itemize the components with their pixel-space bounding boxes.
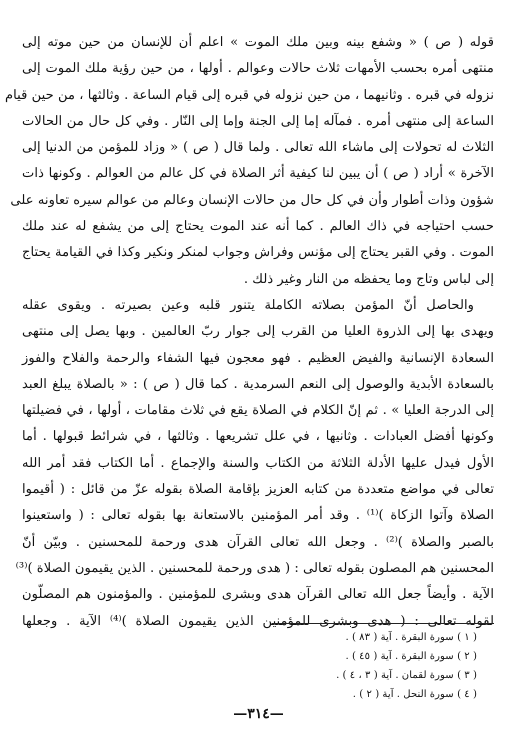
text-line: المحسنين هم المصلون بقوله تعالى : ( هدى ورحمة للمحسنين . الذين يقيمون الصلاة )⁽³⁾ bbox=[15, 560, 494, 576]
text-line: نزوله في قبره . وثانيهما ، من حين نزوله في قبره إلى قيام الساعة . وثالثها ، من حين قيام bbox=[4, 87, 494, 103]
text-line: لقوله تعالى : ( هدى وبشرى للمؤمنين الذين يقيمون الصلاة )⁽⁴⁾ الآية . وجعلها bbox=[22, 613, 494, 629]
main-text bbox=[4, 30, 494, 635]
footnote: ( ٤ ) سورة النحل . آية ( ٢ ) . bbox=[352, 689, 477, 700]
paragraph-end-line: إلى لباس وتاج وما يحفظه من النار وغير ذلك . bbox=[243, 271, 494, 287]
footnote: ( ٢ ) سورة البقرة . آية ( ٤٥ ) . bbox=[345, 651, 477, 662]
footnotes bbox=[133, 628, 493, 704]
text-line: وكونها أفضل العبادات . وثانيها ، في علل تشريعها . وثالثها ، في شرائط قبولها . أما bbox=[22, 429, 494, 445]
footnote: ( ٣ ) سورة لقمان . آية ( ٣ ، ٤ ) . bbox=[336, 670, 477, 681]
text-line: الأول فيدل عليها الأدلة الثلاثة من الكتاب والسنة والإجماع . أما الكتاب فقد أمر الله bbox=[22, 455, 494, 471]
text-line: ويهدى بها إلى الذروة العليا من القرب إلى جوار ربّ العالمين . وبها يصل إلى منتهى bbox=[22, 324, 494, 340]
page-number: —٣١٤— bbox=[233, 706, 284, 722]
text-line: السعادة الإنسانية والفيض العظيم . فهو معجون فيها الشفاء والرحمة والفلاح والفوز bbox=[22, 350, 494, 366]
text-line: الساعة إلى منتهى أمره . فمآله إما إلى الجنة وإما إلى النّار . وفي كل حال من الحالات bbox=[22, 113, 494, 129]
text-line: الصلاة وآتوا الزكاة )⁽¹⁾ . وقد أمر المؤمنين بالاستعانة بها بقوله تعالى : ( واستعينوا bbox=[22, 508, 494, 524]
footnote-divider bbox=[272, 623, 494, 624]
text-line: قوله ( ص ) « وشفع بينه وبين ملك الموت » اعلم أن للإنسان من حين موته إلى bbox=[22, 35, 494, 50]
text-line: شؤون وذات أطوار وأن في كل حال من حالات الإنسان وعالم من عوالم سيره تعاونه على bbox=[10, 192, 494, 208]
text-line: بالصبر والصلاة )⁽²⁾ . وجعل الله تعالى القرآن هدى ورحمة للمحسنين . وبيّن أنّ bbox=[22, 534, 494, 550]
text-line: الآخرة » أراد ( ص ) أن يبين لنا كيفية أثر الصلاة في كل عالم من العوالم . وكونها ذات bbox=[22, 166, 494, 182]
text-line: الآية . وأيضاً جعل الله تعالى القرآن هدى وبشرى للمؤمنين . والمؤمنون هم المصلّون bbox=[22, 587, 494, 603]
text-line: حسب احتياجه في ذاك العالم . كما أنه عند الموت يحتاج إلى من يشفع له عند ملك bbox=[22, 219, 494, 235]
footnote: ( ١ ) سورة البقرة . آية ( ٨٣ ) . bbox=[345, 632, 477, 643]
text-line: الثلاث له تحولات إلى ماشاء الله تعالى . ولما قال ( ص ) « وزاد للمؤمن من الدنيا إلى bbox=[22, 140, 494, 156]
text-line: بالسعادة الأبدية والوصول إلى النعم السرمدية . كما قال ( ص ) : « بالصلاة يبلغ العبد bbox=[22, 376, 494, 392]
text-line: إلى الدرجة العليا » . ثم إنّ الكلام في الصلاة يقع في ثلاث مقامات ، أولها ، في فضيلتها bbox=[22, 403, 494, 419]
text-line: منتهى أمره بحسب الأمهات ثلاث حالات وعوالم . أولها ، من حين رؤية ملك الموت إلى bbox=[22, 61, 494, 77]
text-line: الموت . وفي القبر يحتاج إلى مؤنس وفراش وجواب لمنكر ونكير وكذا في القيامة يحتاج bbox=[22, 245, 494, 261]
text-line: تعالى في مواضع متعددة من كتابه العزيز بإقامة الصلاة بقوله عزّ من قائل : ( أقيموا bbox=[22, 482, 494, 498]
paragraph-start-line: والحاصل أنّ المؤمن بصلاته الكاملة يتنور قلبه وعين بصيرته . ويقوى عقله bbox=[22, 297, 474, 313]
